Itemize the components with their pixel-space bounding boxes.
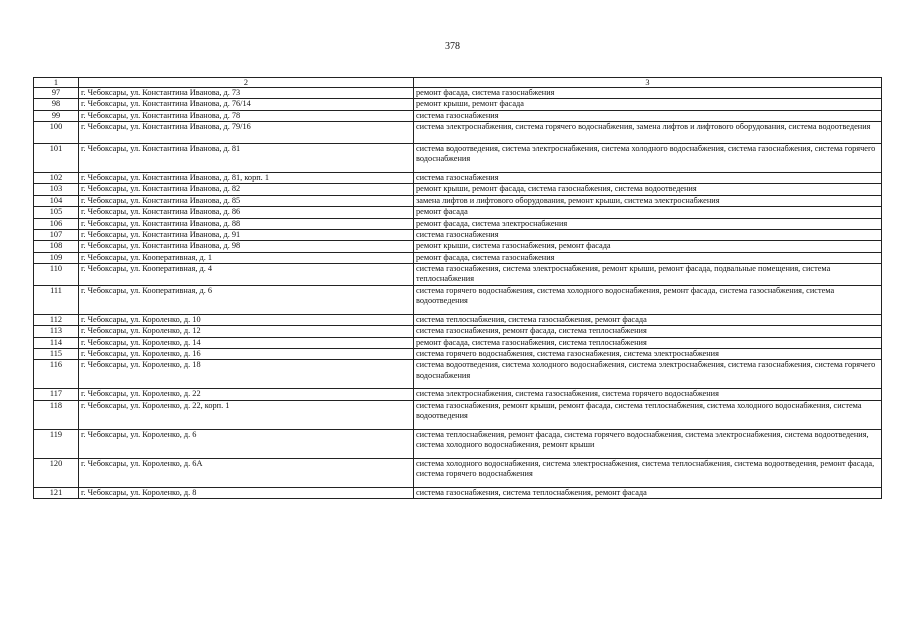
table-row xyxy=(34,241,882,252)
works-cell: система теплоснабжения, ремонт фасада, система горячего водоснабжения, система электроснабжения, система водоотведения, система холодного водоснабжения, ремонт крыши xyxy=(414,429,882,458)
table-row xyxy=(34,252,882,263)
table-row xyxy=(34,207,882,218)
address-cell: г. Чебоксары, ул. Короленко, д. 18 xyxy=(79,360,414,389)
table-row xyxy=(34,337,882,348)
works-cell: система газоснабжения xyxy=(414,110,882,121)
row-number-cell: 105 xyxy=(34,207,79,218)
table-header-row xyxy=(34,78,882,88)
address-cell: г. Чебоксары, ул. Короленко, д. 22 xyxy=(79,389,414,400)
address-cell: г. Чебоксары, ул. Короленко, д. 6А xyxy=(79,458,414,487)
table-row xyxy=(34,429,882,458)
table-row xyxy=(34,99,882,110)
row-number-cell: 99 xyxy=(34,110,79,121)
row-number-cell: 115 xyxy=(34,349,79,360)
row-number-cell: 103 xyxy=(34,184,79,195)
address-cell: г. Чебоксары, ул. Короленко, д. 16 xyxy=(79,349,414,360)
address-cell: г. Чебоксары, ул. Константина Иванова, д. 98 xyxy=(79,241,414,252)
works-cell: система горячего водоснабжения, система газоснабжения, система электроснабжения xyxy=(414,349,882,360)
address-cell: г. Чебоксары, ул. Короленко, д. 12 xyxy=(79,326,414,337)
row-number-cell: 100 xyxy=(34,122,79,144)
column-header-number: 1 xyxy=(34,78,79,88)
address-cell: г. Чебоксары, ул. Кооперативная, д. 1 xyxy=(79,252,414,263)
address-cell: г. Чебоксары, ул. Короленко, д. 22, корп. 1 xyxy=(79,400,414,429)
page-number: 378 xyxy=(445,41,460,52)
row-number-cell: 118 xyxy=(34,400,79,429)
works-cell: система газоснабжения, система электроснабжения, ремонт крыши, ремонт фасада, подвальные помещения, система теплоснабжения xyxy=(414,263,882,285)
row-number-cell: 110 xyxy=(34,263,79,285)
address-cell: г. Чебоксары, ул. Константина Иванова, д. 81, корп. 1 xyxy=(79,173,414,184)
address-cell: г. Чебоксары, ул. Константина Иванова, д. 91 xyxy=(79,229,414,240)
table-body xyxy=(34,78,882,499)
row-number-cell: 108 xyxy=(34,241,79,252)
table-row xyxy=(34,487,882,498)
works-cell: система теплоснабжения, система газоснабжения, ремонт фасада xyxy=(414,314,882,325)
table-row xyxy=(34,400,882,429)
table-row xyxy=(34,389,882,400)
row-number-cell: 113 xyxy=(34,326,79,337)
row-number-cell: 120 xyxy=(34,458,79,487)
table-row xyxy=(34,144,882,173)
works-cell: ремонт крыши, ремонт фасада xyxy=(414,99,882,110)
address-cell: г. Чебоксары, ул. Короленко, д. 6 xyxy=(79,429,414,458)
address-cell: г. Чебоксары, ул. Константина Иванова, д. 81 xyxy=(79,144,414,173)
row-number-cell: 106 xyxy=(34,218,79,229)
table-row xyxy=(34,229,882,240)
address-cell: г. Чебоксары, ул. Константина Иванова, д. 82 xyxy=(79,184,414,195)
works-cell: система горячего водоснабжения, система холодного водоснабжения, ремонт фасада, система газоснабжения, система водоотведения xyxy=(414,285,882,314)
row-number-cell: 107 xyxy=(34,229,79,240)
housing-works-table xyxy=(33,77,882,499)
row-number-cell: 104 xyxy=(34,195,79,206)
table-row xyxy=(34,285,882,314)
table-row xyxy=(34,263,882,285)
works-cell: система электроснабжения, система газоснабжения, система горячего водоснабжения xyxy=(414,389,882,400)
works-cell: ремонт крыши, ремонт фасада, система газоснабжения, система водоотведения xyxy=(414,184,882,195)
table-row xyxy=(34,122,882,144)
row-number-cell: 98 xyxy=(34,99,79,110)
table-row xyxy=(34,110,882,121)
table-row xyxy=(34,349,882,360)
address-cell: г. Чебоксары, ул. Константина Иванова, д. 79/16 xyxy=(79,122,414,144)
works-cell: ремонт фасада, система газоснабжения, система теплоснабжения xyxy=(414,337,882,348)
column-header-address: 2 xyxy=(79,78,414,88)
works-cell: система газоснабжения, ремонт фасада, система теплоснабжения xyxy=(414,326,882,337)
address-cell: г. Чебоксары, ул. Константина Иванова, д. 85 xyxy=(79,195,414,206)
address-cell: г. Чебоксары, ул. Константина Иванова, д. 86 xyxy=(79,207,414,218)
works-cell: система газоснабжения xyxy=(414,229,882,240)
row-number-cell: 114 xyxy=(34,337,79,348)
row-number-cell: 121 xyxy=(34,487,79,498)
table-row xyxy=(34,218,882,229)
table-row xyxy=(34,314,882,325)
works-cell: замена лифтов и лифтового оборудования, ремонт крыши, система электроснабжения xyxy=(414,195,882,206)
row-number-cell: 109 xyxy=(34,252,79,263)
address-cell: г. Чебоксары, ул. Короленко, д. 10 xyxy=(79,314,414,325)
address-cell: г. Чебоксары, ул. Кооперативная, д. 6 xyxy=(79,285,414,314)
row-number-cell: 119 xyxy=(34,429,79,458)
table-row xyxy=(34,326,882,337)
works-cell: система водоотведения, система холодного водоснабжения, система электроснабжения, система газоснабжения, система горячего водоснабжения xyxy=(414,360,882,389)
works-cell: система холодного водоснабжения, система электроснабжения, система теплоснабжения, система водоотведения, ремонт фасада, система горячего водоснабжения xyxy=(414,458,882,487)
works-cell: ремонт фасада, система газоснабжения xyxy=(414,252,882,263)
address-cell: г. Чебоксары, ул. Константина Иванова, д. 88 xyxy=(79,218,414,229)
table-row xyxy=(34,458,882,487)
works-cell: ремонт крыши, система газоснабжения, ремонт фасада xyxy=(414,241,882,252)
row-number-cell: 102 xyxy=(34,173,79,184)
works-cell: ремонт фасада xyxy=(414,207,882,218)
address-cell: г. Чебоксары, ул. Константина Иванова, д. 73 xyxy=(79,88,414,99)
table-row xyxy=(34,195,882,206)
table-row xyxy=(34,184,882,195)
column-header-works: 3 xyxy=(414,78,882,88)
row-number-cell: 111 xyxy=(34,285,79,314)
row-number-cell: 101 xyxy=(34,144,79,173)
address-cell: г. Чебоксары, ул. Константина Иванова, д. 78 xyxy=(79,110,414,121)
table-row xyxy=(34,360,882,389)
works-cell: система газоснабжения, система теплоснабжения, ремонт фасада xyxy=(414,487,882,498)
row-number-cell: 97 xyxy=(34,88,79,99)
works-cell: система газоснабжения xyxy=(414,173,882,184)
address-cell: г. Чебоксары, ул. Константина Иванова, д. 76/14 xyxy=(79,99,414,110)
works-cell: система газоснабжения, ремонт крыши, ремонт фасада, система теплоснабжения, система холодного водоснабжения, система водоотведения xyxy=(414,400,882,429)
works-cell: система водоотведения, система электроснабжения, система холодного водоснабжения, система газоснабжения, система горячего водоснабжения xyxy=(414,144,882,173)
address-cell: г. Чебоксары, ул. Короленко, д. 14 xyxy=(79,337,414,348)
works-cell: ремонт фасада, система газоснабжения xyxy=(414,88,882,99)
works-cell: система электроснабжения, система горячего водоснабжения, замена лифтов и лифтового оборудования, система водоотведения xyxy=(414,122,882,144)
table-row xyxy=(34,88,882,99)
address-cell: г. Чебоксары, ул. Кооперативная, д. 4 xyxy=(79,263,414,285)
row-number-cell: 112 xyxy=(34,314,79,325)
works-cell: ремонт фасада, система электроснабжения xyxy=(414,218,882,229)
row-number-cell: 117 xyxy=(34,389,79,400)
address-cell: г. Чебоксары, ул. Короленко, д. 8 xyxy=(79,487,414,498)
row-number-cell: 116 xyxy=(34,360,79,389)
table-row xyxy=(34,173,882,184)
